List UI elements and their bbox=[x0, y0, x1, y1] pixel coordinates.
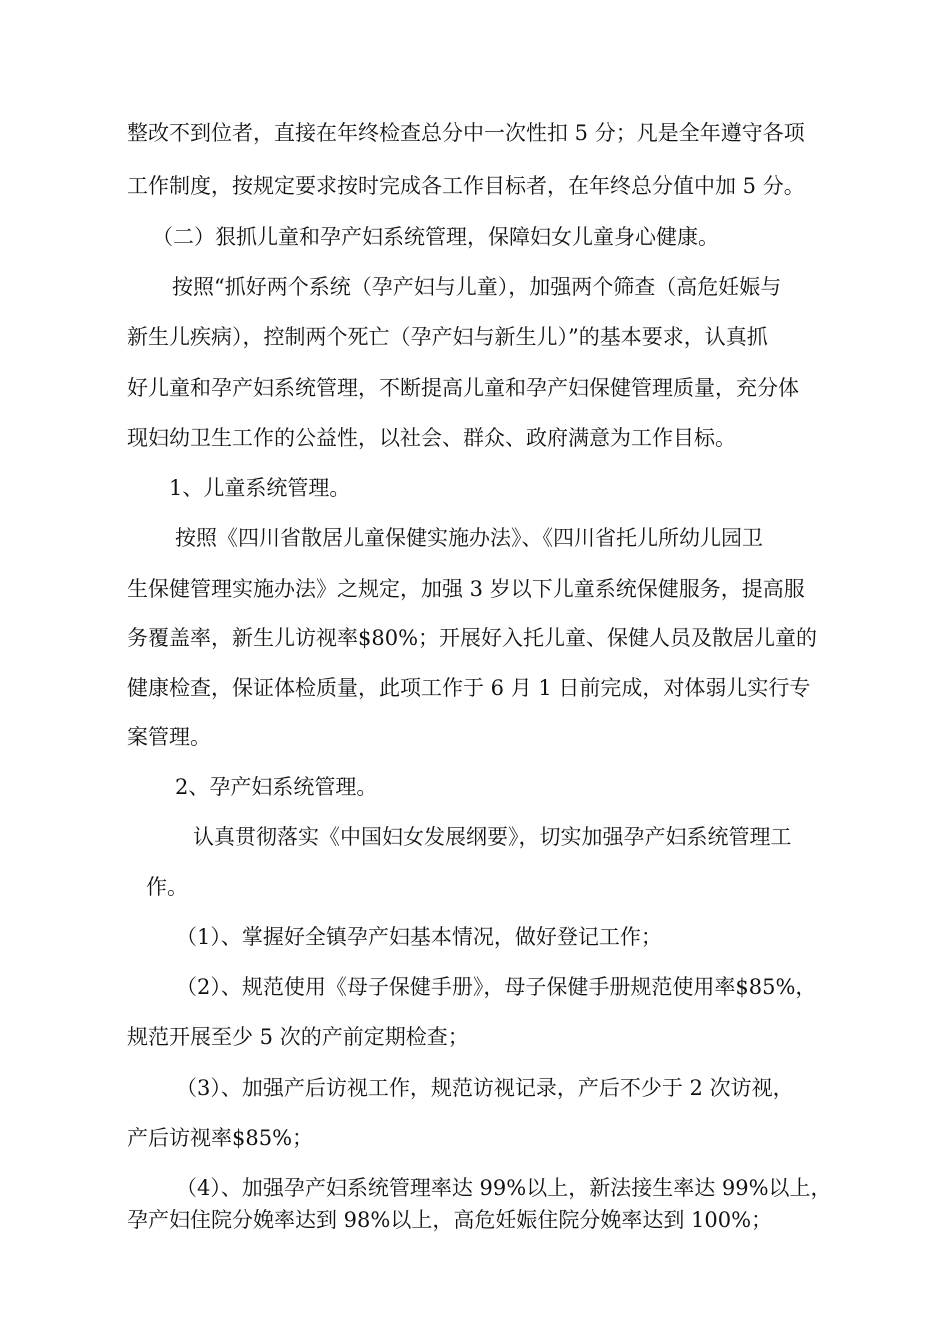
list-item: （2）、规范使用《母子保健手册》，母子保健手册规范使用率$85%， bbox=[176, 975, 817, 999]
paragraph-line: 健康检查，保证体检质量，此项工作于 6 月 1 日前完成，对体弱儿实行专 bbox=[127, 676, 811, 700]
paragraph-line: 整改不到位者，直接在年终检查总分中一次性扣 5 分；凡是全年遵守各项 bbox=[127, 121, 805, 145]
paragraph-line: 现妇幼卫生工作的公益性，以社会、群众、政府满意为工作目标。 bbox=[127, 426, 736, 450]
paragraph-line: 按照“抓好两个系统（孕产妇与儿童），加强两个筛查（高危妊娠与 bbox=[172, 275, 782, 299]
list-item: （4）、加强孕产妇系统管理率达 99%以上，新法接生率达 99%以上， bbox=[176, 1176, 832, 1200]
paragraph-line: 作。 bbox=[146, 875, 188, 899]
list-item: （1）、掌握好全镇孕产妇基本情况，做好登记工作； bbox=[176, 925, 662, 949]
paragraph-line: 认真贯彻落实《中国妇女发展纲要》，切实加强孕产妇系统管理工 bbox=[193, 825, 792, 849]
paragraph-line: 生保健管理实施办法》之规定，加强 3 岁以下儿童系统保健服务，提高服 bbox=[127, 577, 805, 601]
paragraph-line: 工作制度，按规定要求按时完成各工作目标者，在年终总分值中加 5 分。 bbox=[127, 174, 805, 198]
list-item: （3）、加强产后访视工作，规范访视记录，产后不少于 2 次访视， bbox=[176, 1076, 794, 1100]
paragraph-line: 新生儿疾病），控制两个死亡（孕产妇与新生儿）”的基本要求，认真抓 bbox=[127, 325, 768, 349]
paragraph-line: 按照《四川省散居儿童保健实施办法》、《四川省托儿所幼儿园卫 bbox=[175, 526, 763, 550]
paragraph-line: 务覆盖率，新生儿访视率$80%；开展好入托儿童、保健人员及散居儿童的 bbox=[127, 626, 818, 650]
paragraph-line: 案管理。 bbox=[127, 725, 211, 749]
section-heading: （二）狠抓儿童和孕产妇系统管理，保障妇女儿童身心健康。 bbox=[152, 225, 719, 249]
paragraph-line: 好儿童和孕产妇系统管理，不断提高儿童和孕产妇保健管理质量，充分体 bbox=[127, 376, 799, 400]
list-item-continuation: 产后访视率$85%； bbox=[127, 1126, 314, 1150]
list-item-continuation: 孕产妇住院分娩率达到 98%以上，高危妊娠住院分娩率达到 100%； bbox=[127, 1208, 773, 1232]
subsection-heading: 1、儿童系统管理。 bbox=[169, 476, 351, 500]
subsection-heading: 2、孕产妇系统管理。 bbox=[175, 775, 378, 799]
list-item-continuation: 规范开展至少 5 次的产前定期检查； bbox=[127, 1025, 469, 1049]
